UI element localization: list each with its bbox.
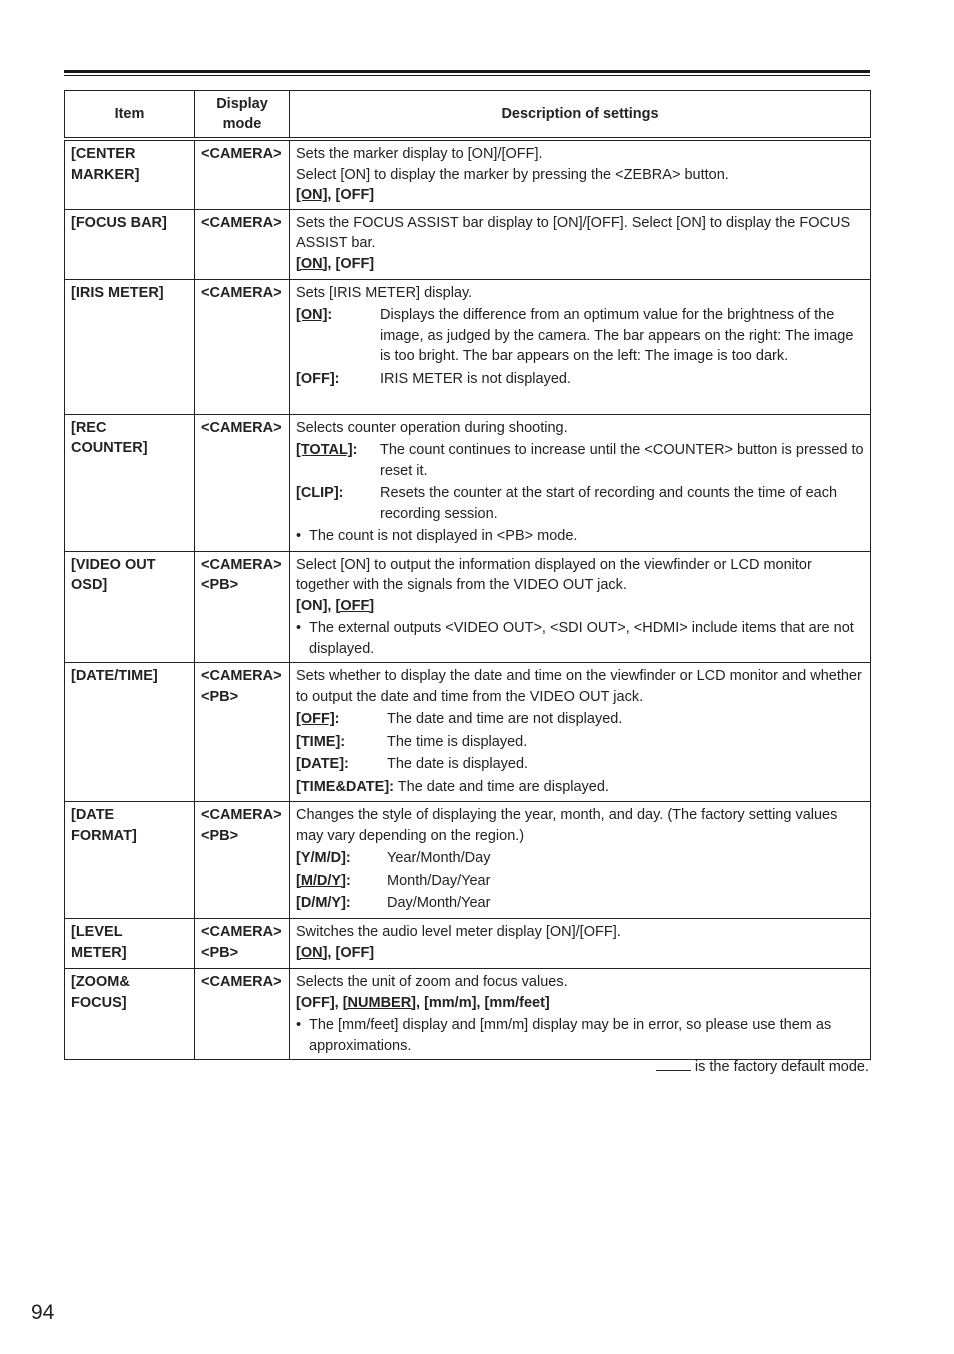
- mode-label: <PB>: [201, 577, 239, 593]
- table-row: [65, 969, 871, 1060]
- mode-label: <CAMERA>: [201, 419, 282, 436]
- option: [OFF]: [335, 944, 375, 961]
- default-option: [OFF]: [296, 711, 335, 727]
- description-cell: [290, 919, 871, 969]
- description-text: Sets [IRIS METER] display.: [296, 284, 473, 301]
- note-text: The external outputs <VIDEO OUT>, <SDI OUT>, <HDMI> include items that are not displayed.: [309, 620, 854, 657]
- option-term: [296, 709, 387, 730]
- table-row: [65, 551, 871, 663]
- item-label: [ZOOM&: [71, 974, 130, 990]
- mode-label: <PB>: [201, 827, 239, 844]
- option-definition: [296, 777, 864, 798]
- option-description: The date and time are displayed.: [394, 778, 609, 795]
- item-cell: [65, 919, 195, 969]
- options-line: [296, 254, 864, 275]
- underline-sample: [656, 1058, 691, 1071]
- default-option: [NUMBER]: [342, 994, 417, 1011]
- table-row: [65, 279, 871, 414]
- item-cell: [65, 551, 195, 663]
- option-description: The date is displayed.: [387, 756, 529, 772]
- description-text: Sets whether to display the date and time on the viewfinder or LCD monitor and whether to output the date and time from the VIDEO OUT jack.: [296, 668, 862, 705]
- item-label: MARKER]: [71, 166, 140, 183]
- description-cell: [290, 279, 871, 414]
- option-description: Day/Month/Year: [387, 895, 491, 911]
- options-line: [296, 943, 864, 964]
- option-description: IRIS METER is not displayed.: [380, 370, 571, 387]
- table-row: [65, 663, 871, 802]
- item-label: FOCUS]: [71, 994, 127, 1011]
- description-text: Selects counter operation during shooting.: [296, 419, 568, 436]
- description-text: Selects the unit of zoom and focus values.: [296, 974, 568, 990]
- mode-label: <CAMERA>: [201, 146, 282, 162]
- option-description: Month/Day/Year: [387, 872, 491, 889]
- mode-label: <CAMERA>: [201, 556, 282, 573]
- header-item: Item: [65, 91, 195, 140]
- mode-cell: [195, 663, 290, 802]
- option-description: Resets the counter at the start of recording and counts the time of each recording session.: [380, 485, 838, 522]
- item-cell: [65, 663, 195, 802]
- option-term: [296, 305, 380, 367]
- option-description: Year/Month/Day: [387, 850, 491, 866]
- term-colon: :: [327, 307, 333, 323]
- mode-label: <CAMERA>: [201, 924, 282, 940]
- item-cell: [65, 279, 195, 414]
- option-description: The time is displayed.: [387, 733, 528, 750]
- mode-cell: [195, 414, 290, 551]
- term-colon: :: [334, 711, 340, 727]
- header-row: [65, 91, 871, 140]
- note-bullet: [296, 1015, 864, 1056]
- header-description: Description of settings: [290, 91, 871, 140]
- option-definition: [296, 871, 864, 892]
- bullet-dot: •: [296, 620, 302, 636]
- option-definition: [296, 732, 864, 753]
- mode-label: <PB>: [201, 688, 239, 705]
- description-cell: [290, 139, 871, 209]
- option: [ON]: [296, 597, 328, 614]
- description-text: Sets the FOCUS ASSIST bar display to [ON]/[OFF]. Select [ON] to display the FOCUS ASSIST bar.: [296, 214, 851, 251]
- mode-cell: [195, 209, 290, 279]
- item-cell: [65, 802, 195, 919]
- description-cell: [290, 969, 871, 1060]
- table-row: [65, 919, 871, 969]
- option-definition: [296, 848, 864, 869]
- mode-cell: [195, 279, 290, 414]
- note-text: The count is not displayed in <PB> mode.: [309, 528, 578, 544]
- mode-cell: [195, 919, 290, 969]
- option-definition: [296, 483, 864, 524]
- mode-label: <CAMERA>: [201, 807, 282, 823]
- mode-label: <CAMERA>: [201, 284, 282, 301]
- option-term: [CLIP]:: [296, 485, 344, 501]
- header-display-mode-line1: Display: [216, 96, 268, 112]
- option-definition: [296, 893, 864, 914]
- note-text: The [mm/feet] display and [mm/m] display may be in error, so please use them as approximations.: [309, 1017, 832, 1054]
- default-option: [OFF]: [335, 597, 375, 614]
- default-option: [TOTAL]: [296, 442, 353, 458]
- table-row: [65, 414, 871, 551]
- description-cell: [290, 663, 871, 802]
- options-line: [296, 185, 864, 206]
- option-description: Displays the difference from an optimum value for the brightness of the image, as judged by the camera. The bar appears on the right: The image is too bright. The bar appears on the left: The image is too dark.: [380, 307, 854, 364]
- item-label: [REC: [71, 419, 107, 436]
- header-display-mode-line2: mode: [222, 116, 262, 132]
- default-option: [M/D/Y]: [296, 872, 346, 889]
- mode-cell: [195, 802, 290, 919]
- item-cell: [65, 969, 195, 1060]
- item-label: FORMAT]: [71, 827, 137, 844]
- option-term: [D/M/Y]:: [296, 895, 351, 911]
- description-cell: [290, 802, 871, 919]
- option-definition: [296, 709, 864, 730]
- page-number: 94: [31, 1301, 55, 1324]
- item-label: [LEVEL: [71, 924, 123, 940]
- bullet-dot: •: [296, 528, 302, 544]
- option: [OFF]: [335, 187, 375, 203]
- option-term: [Y/M/D]:: [296, 850, 351, 866]
- item-label: [FOCUS BAR]: [71, 214, 167, 231]
- item-label: [DATE: [71, 807, 115, 823]
- description-text: Select [ON] to output the information displayed on the viewfinder or LCD monitor together with the signals from the VIDEO OUT jack.: [296, 556, 812, 593]
- default-option: [ON]: [296, 187, 328, 203]
- default-option: [ON]: [296, 944, 328, 961]
- mode-cell: [195, 139, 290, 209]
- option-term: [OFF]:: [296, 370, 340, 387]
- settings-table: [64, 90, 871, 1060]
- table-row: [65, 802, 871, 919]
- option-description: The count continues to increase until the <COUNTER> button is pressed to reset it.: [380, 442, 864, 479]
- item-cell: [65, 139, 195, 209]
- item-label: [CENTER: [71, 146, 136, 162]
- option: [OFF]: [335, 255, 375, 272]
- mode-label: <CAMERA>: [201, 214, 282, 231]
- option-term: [296, 871, 387, 892]
- bullet-dot: •: [296, 1017, 302, 1033]
- item-label: OSD]: [71, 577, 108, 593]
- note-bullet: [296, 618, 864, 659]
- description-text: Select [ON] to display the marker by pressing the <ZEBRA> button.: [296, 166, 729, 183]
- table-row: [65, 139, 871, 209]
- option-definition: [296, 369, 864, 390]
- item-label: [VIDEO OUT: [71, 556, 156, 573]
- option-term: [296, 440, 380, 481]
- item-cell: [65, 209, 195, 279]
- option-definition: [296, 305, 864, 367]
- table-row: [65, 209, 871, 279]
- item-label: METER]: [71, 944, 127, 961]
- option-definition: [296, 440, 864, 481]
- description-cell: [290, 209, 871, 279]
- option: , [mm/m], [mm/feet]: [416, 994, 550, 1011]
- item-label: COUNTER]: [71, 440, 148, 456]
- item-label: [DATE/TIME]: [71, 668, 158, 684]
- description-cell: [290, 551, 871, 663]
- option-separator: ,: [327, 187, 336, 203]
- description-cell: [290, 414, 871, 551]
- options-line: [296, 993, 864, 1014]
- term-colon: :: [345, 872, 351, 889]
- mode-label: <CAMERA>: [201, 974, 282, 990]
- description-text: Switches the audio level meter display [ON]/[OFF].: [296, 924, 621, 940]
- description-text: Changes the style of displaying the year, month, and day. (The factory setting values may vary depending on the region.): [296, 807, 838, 844]
- option-term: [TIME&DATE]:: [296, 778, 394, 795]
- header-display-mode: [195, 91, 290, 140]
- option: [OFF],: [296, 994, 343, 1011]
- option-description: The date and time are not displayed.: [387, 711, 623, 727]
- option-separator: ,: [327, 944, 336, 961]
- item-label: [IRIS METER]: [71, 284, 164, 301]
- option-term: [TIME]:: [296, 733, 346, 750]
- option-term: [DATE]:: [296, 756, 349, 772]
- options-line: [296, 596, 864, 617]
- top-rule: [64, 70, 870, 76]
- note-bullet: [296, 526, 864, 547]
- mode-label: <CAMERA>: [201, 668, 282, 684]
- item-cell: [65, 414, 195, 551]
- default-mode-legend: [656, 1058, 869, 1075]
- option-definition: [296, 754, 864, 775]
- mode-label: <PB>: [201, 944, 239, 961]
- default-option: [ON]: [296, 307, 328, 323]
- default-option: [ON]: [296, 255, 328, 272]
- mode-cell: [195, 551, 290, 663]
- option-separator: ,: [327, 597, 336, 614]
- mode-cell: [195, 969, 290, 1060]
- description-text: Sets the marker display to [ON]/[OFF].: [296, 146, 543, 162]
- option-separator: ,: [327, 255, 336, 272]
- legend-text: is the factory default mode.: [694, 1059, 869, 1075]
- term-colon: :: [352, 442, 358, 458]
